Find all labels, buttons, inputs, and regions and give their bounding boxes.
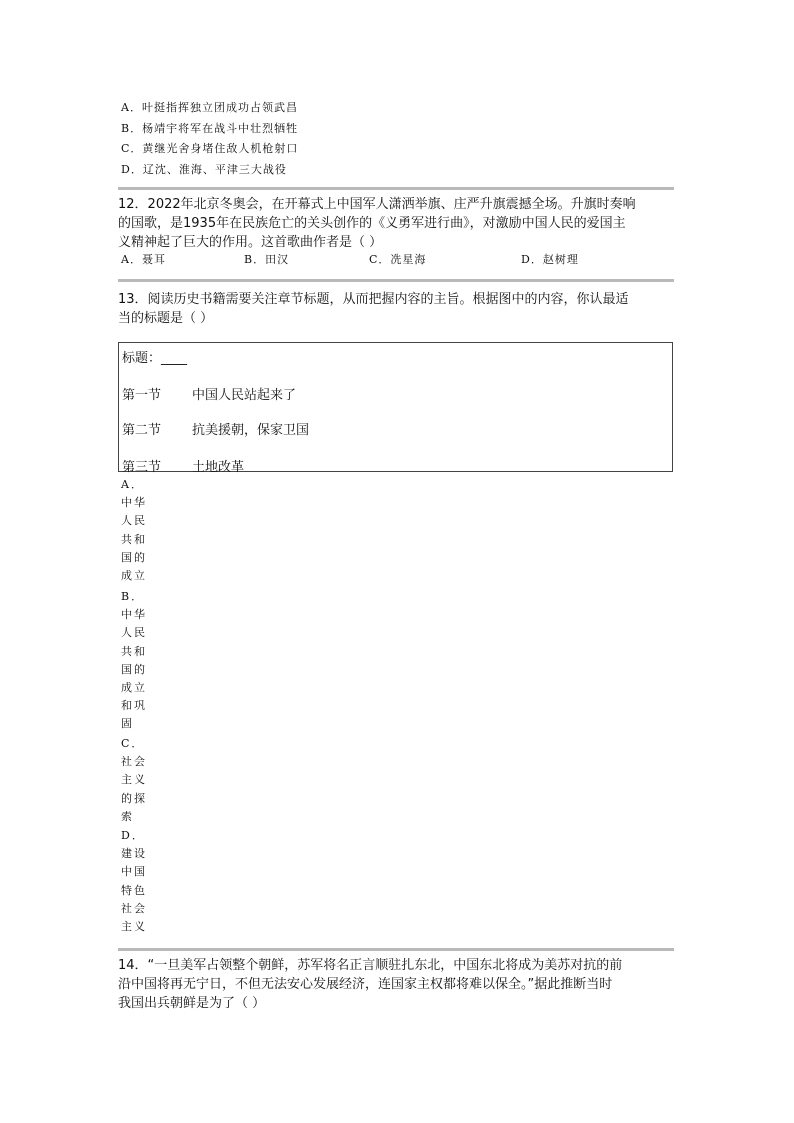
- q11-option-a: A．叶挺指挥独立团成功占领武昌: [121, 101, 298, 114]
- section-row: [122, 384, 296, 403]
- q13-stem: [118, 290, 629, 328]
- section-row: [122, 419, 309, 438]
- section-number: 第二节: [122, 423, 162, 438]
- q13-line-2: 当的标题是（ ）: [118, 311, 214, 326]
- q14-line-2: 沿中国将再无宁日，不但无法安心发展经济，连国家主权都将难以保全。”据此推断当时: [118, 977, 613, 992]
- q11-option-b: B．杨靖宇将军在战斗中壮烈牺牲: [121, 122, 299, 135]
- q12-option-c: C．冼星海: [369, 253, 427, 266]
- q13-option-a: A．中华人民共和国的成立: [121, 478, 147, 583]
- question-divider: [118, 279, 674, 282]
- q11-option-c: C．黄继光舍身堵住敌人机枪射口: [121, 142, 299, 155]
- section-text: 中国人民站起来了: [192, 388, 297, 403]
- chapter-title-blank: 标题：____: [122, 351, 188, 366]
- q12-line-1: 12．2022年北京冬奥会，在开幕式上中国军人潇洒举旗、庄严升旗震撼全场。升旗时奏响: [118, 197, 636, 212]
- section-text: 土地改革: [192, 460, 245, 475]
- q12-stem: [118, 195, 636, 252]
- q13-option-d: D．建设中国特色社会主义: [121, 829, 147, 934]
- q14-line-3: 我国出兵朝鲜是为了（ ）: [118, 996, 266, 1011]
- question-divider: [118, 187, 674, 190]
- section-number: 第三节: [122, 460, 162, 475]
- section-text: 抗美援朝，保家卫国: [192, 423, 310, 438]
- chapter-outline-box: [118, 342, 673, 475]
- section-row: [122, 456, 244, 475]
- q14-line-1: 14．“一旦美军占领整个朝鲜，苏军将名正言顺驻扎东北，中国东北将成为美苏对抗的前: [118, 958, 623, 973]
- q12-option-b: B．田汉: [244, 253, 290, 266]
- q12-option-a: A．聂耳: [121, 253, 166, 266]
- q12-line-2: 的国歌，是1935年在民族危亡的关头创作的《义勇军进行曲》，对激励中国人民的爱国主: [118, 216, 626, 231]
- q13-option-c: C．社会主义的探索: [121, 737, 147, 823]
- q12-option-d: D．赵树理: [521, 253, 579, 266]
- section-number: 第一节: [122, 388, 162, 403]
- q11-option-d: D．辽沈、淮海、平津三大战役: [121, 163, 287, 176]
- q13-option-b: B．中华人民共和国的成立和巩固: [121, 590, 147, 731]
- q14-stem: [118, 956, 622, 1013]
- q12-line-3: 义精神起了巨大的作用。这首歌曲作者是（ ）: [118, 235, 383, 250]
- q13-line-1: 13．阅读历史书籍需要关注章节标题，从而把握内容的主旨。根据图中的内容，你认最适: [118, 292, 629, 307]
- question-divider: [118, 948, 674, 951]
